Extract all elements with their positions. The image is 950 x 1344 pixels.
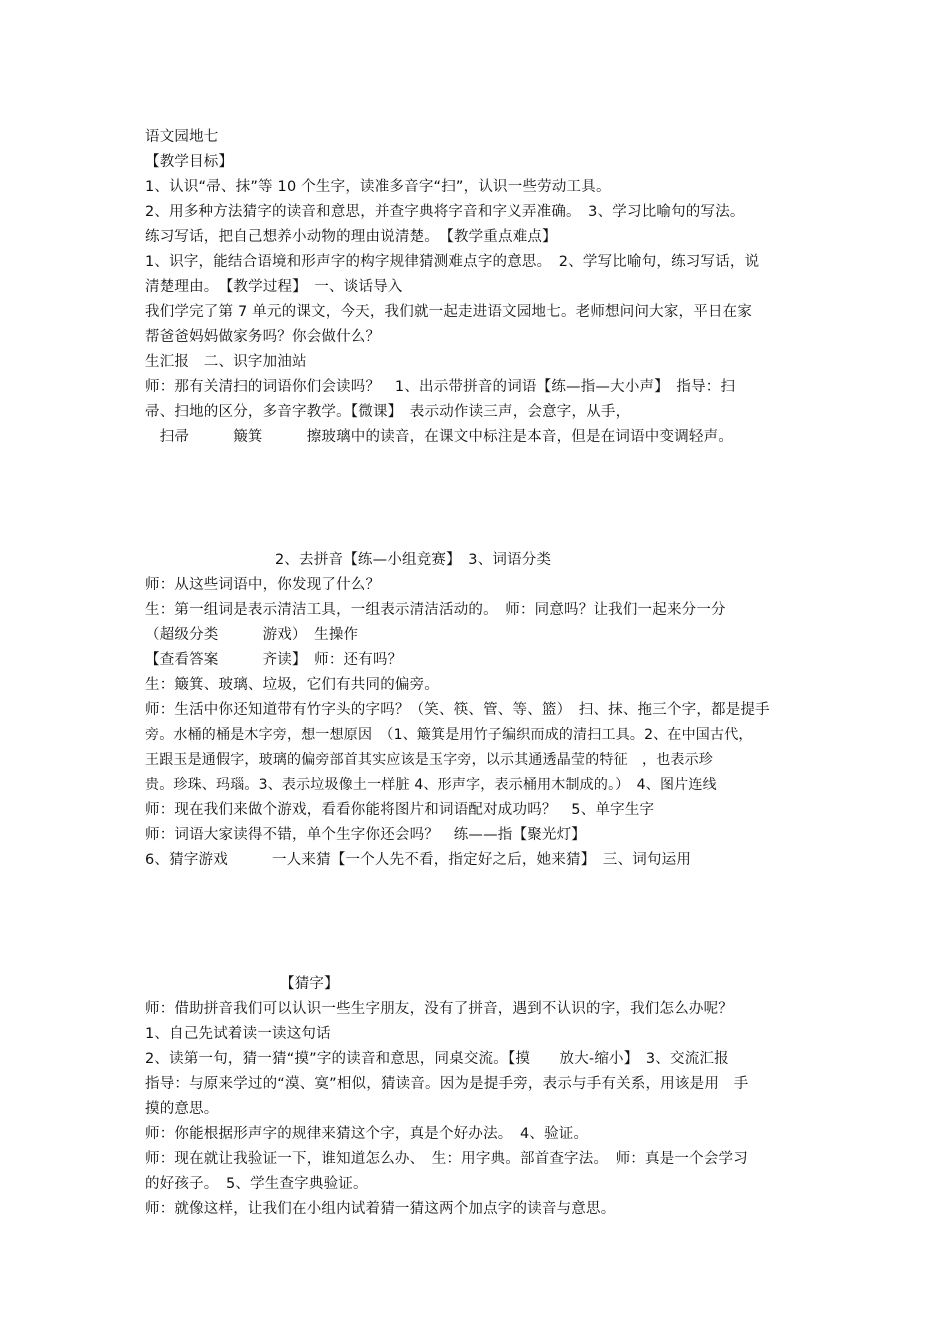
paragraph-p3d: 2、读第一句，猜一猜“摸”字的读音和意思，同桌交流。【摸 放大-缩小】 3、交流汇报 <box>145 1051 729 1067</box>
paragraph-p2f: 生：簸箕、玻璃、垃圾，它们有共同的偏旁。 <box>145 677 439 693</box>
paragraph-p2m: 6、猜字游戏 一人来猜【一个人先不看，指定好之后，她来猜】 三、词句运用 <box>145 852 692 868</box>
key-points-1: 1、识字，能结合语境和形声字的构字规律猜测难点字的意思。 2、学写比喻句，练习写话，说 <box>145 254 760 270</box>
paragraph-p3g: 师：你能根据形声字的规律来猜这个字，真是个好办法。 4、验证。 <box>145 1126 589 1142</box>
paragraph-p2g: 师：生活中你还知道带有竹字头的字吗？（笑、筷、管、等、篮） 扫、抹、拖三个字，都是提手 <box>145 702 770 718</box>
guess-word-heading: 【猜字】 <box>280 976 339 992</box>
paragraph-p2k: 师：现在我们来做个游戏，看看你能将图片和词语配对成功吗？ 5、单字生字 <box>145 802 655 818</box>
doc-title: 语文园地七 <box>145 129 219 145</box>
paragraph-q2: 帚、扫地的区分，多音字教学。【微课】 表示动作读三声，会意字，从手， <box>145 404 631 420</box>
paragraph-p3i: 的好孩子。 5、学生查字典验证。 <box>145 1176 368 1192</box>
paragraph-p3f: 摸的意思。 <box>145 1101 219 1117</box>
paragraph-p2b: 师：从这些词语中，你发现了什么？ <box>145 577 381 593</box>
key-points-2: 清楚理由。 【教学过程】 一、谈话导入 <box>145 279 403 295</box>
section-2-heading: 生汇报 二、识字加油站 <box>145 354 307 370</box>
objectives-heading: 【教学目标】 <box>145 154 234 170</box>
objective-1: 1、认识“帚、抹”等 10 个生字，读准多音字“扫”，认识一些劳动工具。 <box>145 179 611 195</box>
paragraph-p2l: 师：词语大家读得不错，单个生字你还会吗？ 练——指【聚光灯】 <box>145 827 586 843</box>
paragraph-p2i: 王跟玉是通假字，玻璃的偏旁部首其实应该是玉字旁，以示其通透晶莹的特征 ，也表示珍 <box>145 752 713 768</box>
paragraph-p2c: 生：第一组词是表示清洁工具，一组表示清洁活动的。 师：同意吗？让我们一起来分一分 <box>145 602 726 618</box>
paragraph-p2d: （超级分类 游戏） 生操作 <box>145 627 359 643</box>
paragraph-p2e: 【查看答案 齐读】 师：还有吗？ <box>145 652 403 668</box>
paragraph-q3: 扫帚 簸箕 擦玻璃中的读音，在课文中标注是本音，但是在词语中变调轻声。 <box>145 429 733 445</box>
objective-2: 2、用多种方法猜字的读音和意思，并查字典将字音和字义弄准确。 3、学习比喻句的写法。 <box>145 204 745 220</box>
objective-3: 练习写话，把自己想养小动物的理由说清楚。 【教学重点难点】 <box>145 229 557 245</box>
intro-1: 我们学完了第 7 单元的课文，今天，我们就一起走进语文园地七。老师想问问大家，平日在家 <box>145 304 753 320</box>
paragraph-p2h: 旁。水桶的桶是木字旁，想一想原因 （1、簸箕是用竹子编织而成的清扫工具。2、在中国古代， <box>145 727 753 743</box>
paragraph-p3b: 师：借助拼音我们可以认识一些生字朋友，没有了拼音，遇到不认识的字，我们怎么办呢？ <box>145 1001 733 1017</box>
paragraph-q1: 师：那有关清扫的词语你们会读吗？ 1、出示带拼音的词语【练—指—大小声】 指导：扫 <box>145 379 736 395</box>
step-2-remove-pinyin: 2、去拼音【练—小组竞赛】 3、词语分类 <box>275 552 552 568</box>
intro-2: 帮爸爸妈妈做家务吗？你会做什么？ <box>145 329 381 345</box>
paragraph-p3c: 1、自己先试着读一读这句话 <box>145 1026 331 1042</box>
paragraph-p3j: 师：就像这样，让我们在小组内试着猜一猜这两个加点字的读音与意思。 <box>145 1201 616 1217</box>
paragraph-p3h: 师：现在就让我验证一下，谁知道怎么办、 生：用字典。部首查字法。 师：真是一个会学习 <box>145 1151 748 1167</box>
paragraph-p3e: 指导：与原来学过的“漠、寞”相似，猜读音。因为是提手旁，表示与手有关系，用该是用 手 <box>145 1076 749 1092</box>
paragraph-p2j: 贵。珍珠、玛瑙。3、表示垃圾像土一样脏 4、形声字，表示桶用木制成的。） 4、图片连线 <box>145 777 717 793</box>
